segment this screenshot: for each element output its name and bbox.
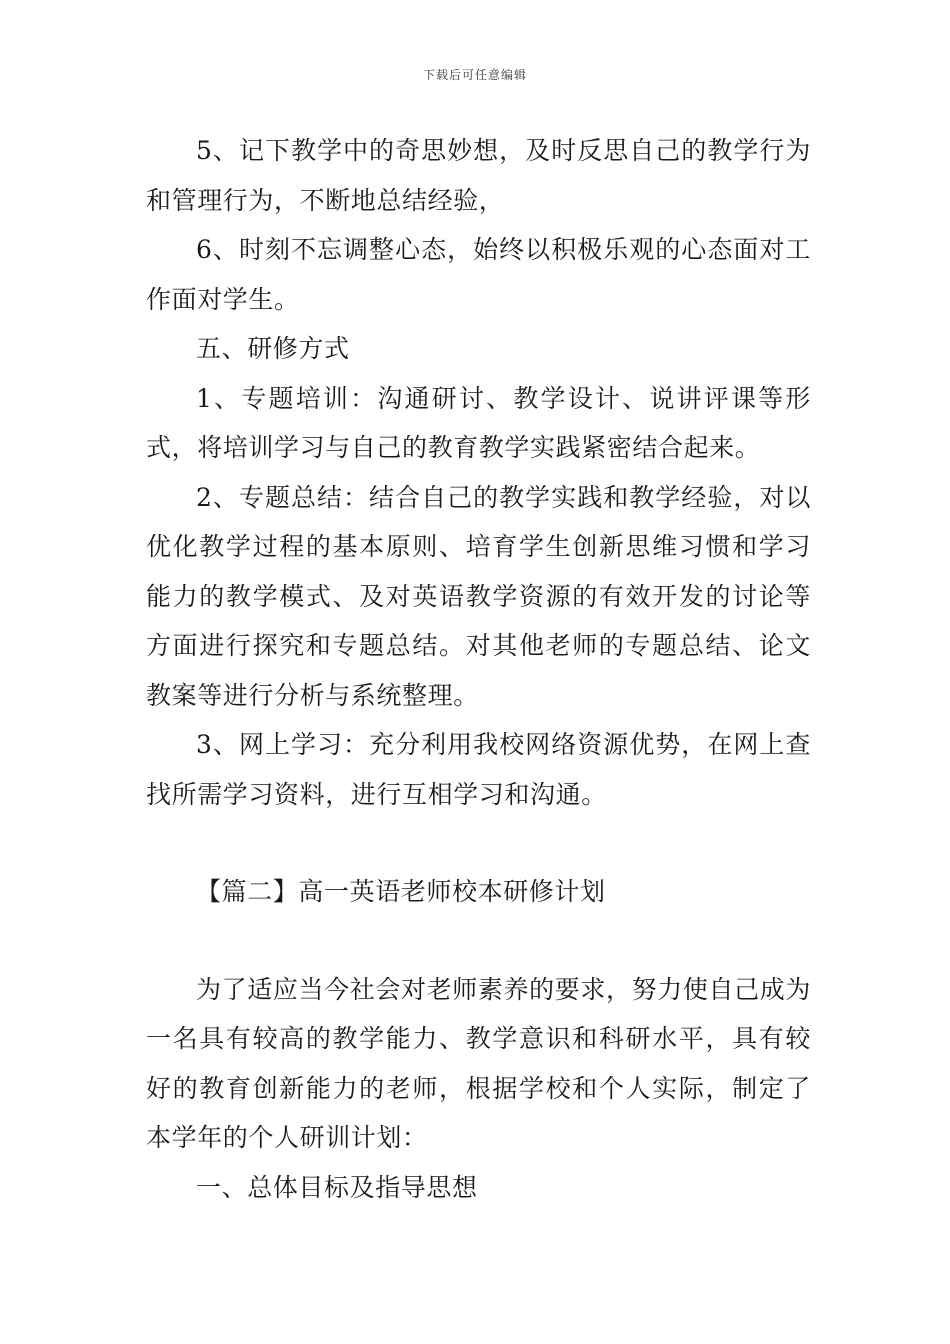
section-heading-overall-goal: 一、总体目标及指导思想: [196, 1172, 478, 1202]
paragraph-item-5: 5、记下教学中的奇思妙想，及时反思自己的教学行为和管理行为，不断地总结经验，: [146, 136, 811, 215]
paragraph-method-1: 1、专题培训：沟通研讨、教学设计、说讲评课等形式，将培训学习与自己的教育教学实践紧密结合起来。: [146, 383, 811, 462]
page-header: 下载后可任意编辑: [422, 68, 527, 82]
article-title: 【篇二】高一英语老师校本研修计划: [196, 877, 606, 906]
section-heading-research-methods: 五、研修方式: [196, 334, 350, 363]
paragraph-method-2: 2、专题总结：结合自己的教学实践和教学经验，对以优化教学过程的基本原则、培育学生创新思维习惯和学习能力的教学模式、及对英语教学资源的有效开发的讨论等方面进行探究和专题总结。对其他老师的专题总结、论文教案等进行分析与系统整理。: [146, 482, 811, 710]
paragraph-item-6: 6、时刻不忘调整心态，始终以积极乐观的心态面对工作面对学生。: [146, 235, 811, 314]
paragraph-method-3: 3、网上学习：充分利用我校网络资源优势，在网上查找所需学习资料，进行互相学习和沟通。: [146, 730, 811, 809]
paragraph-intro: 为了适应当今社会对老师素养的要求，努力使自己成为一名具有较高的教学能力、教学意识和科研水平，具有较好的教育创新能力的老师，根据学校和个人实际，制定了本学年的个人研训计划：: [146, 974, 811, 1152]
document-body: [146, 126, 811, 1212]
